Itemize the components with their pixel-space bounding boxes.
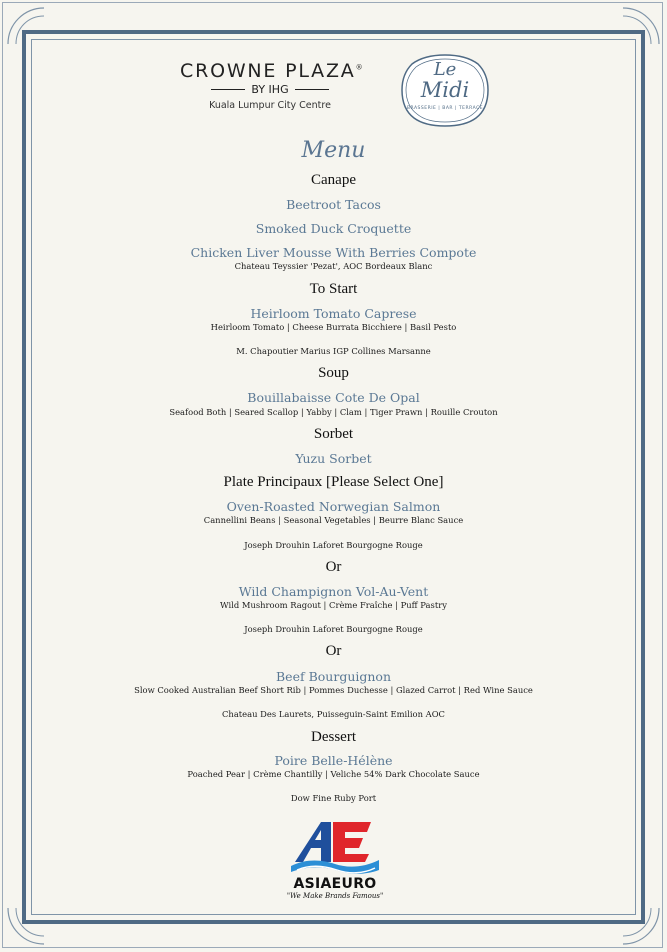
section-heading: Plate Principaux [Please Select One] [223, 474, 444, 490]
dish-description: Cannellini Beans | Seasonal Vegetables | Beurre Blanc Sauce [203, 515, 464, 525]
crowne-plaza-name: CROWNE PLAZA [180, 60, 356, 82]
section-heading: Soup [318, 365, 349, 381]
dish-name: Heirloom Tomato Caprese [250, 306, 417, 321]
dish-description: Chateau Des Laurets, Puisseguin-Saint Emilion AOC [222, 709, 445, 719]
dish-description: Joseph Drouhin Laforet Bourgogne Rouge [244, 624, 423, 634]
dish-name: Chicken Liver Mousse With Berries Compote [190, 245, 477, 260]
section-heading: To Start [309, 281, 358, 297]
le-midi-logo [400, 52, 490, 128]
section-heading: Dessert [311, 729, 356, 745]
menu-title: Menu [301, 138, 366, 163]
crowne-plaza-by: BY IHG [251, 83, 289, 96]
header [0, 52, 667, 132]
dish-description: Slow Cooked Australian Beef Short Rib | Pommes Duchesse | Glazed Carrot | Red Wine Sauce [134, 685, 533, 695]
dish-description: Wild Mushroom Ragout | Crème Fraîche | Puff Pastry [220, 600, 447, 610]
crowne-plaza-logo [180, 60, 365, 111]
corner-ornament-icon [621, 6, 661, 46]
corner-ornament-icon [621, 906, 661, 946]
section-heading: Or [325, 643, 342, 659]
le-midi-subtitle: BRASSERIE | BAR | TERRACE [406, 106, 484, 111]
dish-name: Wild Champignon Vol-Au-Vent [238, 584, 429, 599]
dish-name: Smoked Duck Croquette [255, 221, 412, 236]
registered-mark: ® [355, 63, 365, 72]
section-heading: Canape [311, 172, 356, 188]
dish-description: Dow Fine Ruby Port [290, 793, 377, 803]
dish-description: Poached Pear | Crème Chantilly | Veliche 54% Dark Chocolate Sauce [187, 769, 480, 779]
dish-description: Chateau Teyssier 'Pezat', AOC Bordeaux Blanc [234, 261, 433, 271]
asiaeuro-mark-icon [287, 818, 383, 876]
dish-description: Seafood Both | Seared Scallop | Yabby | Clam | Tiger Prawn | Rouille Crouton [169, 407, 498, 417]
dish-name: Beef Bourguignon [276, 669, 391, 684]
dish-description: M. Chapoutier Marius IGP Collines Marsanne [236, 346, 431, 356]
dish-name: Beetroot Tacos [286, 197, 381, 212]
le-midi-line1: Le [433, 59, 457, 80]
crowne-plaza-location: Kuala Lumpur City Centre [209, 100, 331, 111]
dish-name: Poire Belle-Hélène [274, 753, 393, 768]
section-heading: Or [325, 559, 342, 575]
asiaeuro-logo [280, 818, 390, 910]
divider [211, 89, 245, 90]
asiaeuro-brand: ASIAEURO [293, 876, 377, 892]
dish-name: Bouillabaisse Cote De Opal [247, 390, 420, 405]
dish-name: Oven-Roasted Norwegian Salmon [226, 499, 441, 514]
le-midi-line2: Midi [420, 78, 470, 102]
corner-ornament-icon [6, 6, 46, 46]
dish-name: Yuzu Sorbet [295, 451, 372, 466]
dish-description: Joseph Drouhin Laforet Bourgogne Rouge [244, 540, 423, 550]
section-heading: Sorbet [313, 426, 354, 442]
corner-ornament-icon [6, 906, 46, 946]
asiaeuro-tagline: "We Make Brands Famous" [286, 892, 384, 900]
divider [295, 89, 329, 90]
dish-description: Heirloom Tomato | Cheese Burrata Bicchiere | Basil Pesto [210, 322, 457, 332]
